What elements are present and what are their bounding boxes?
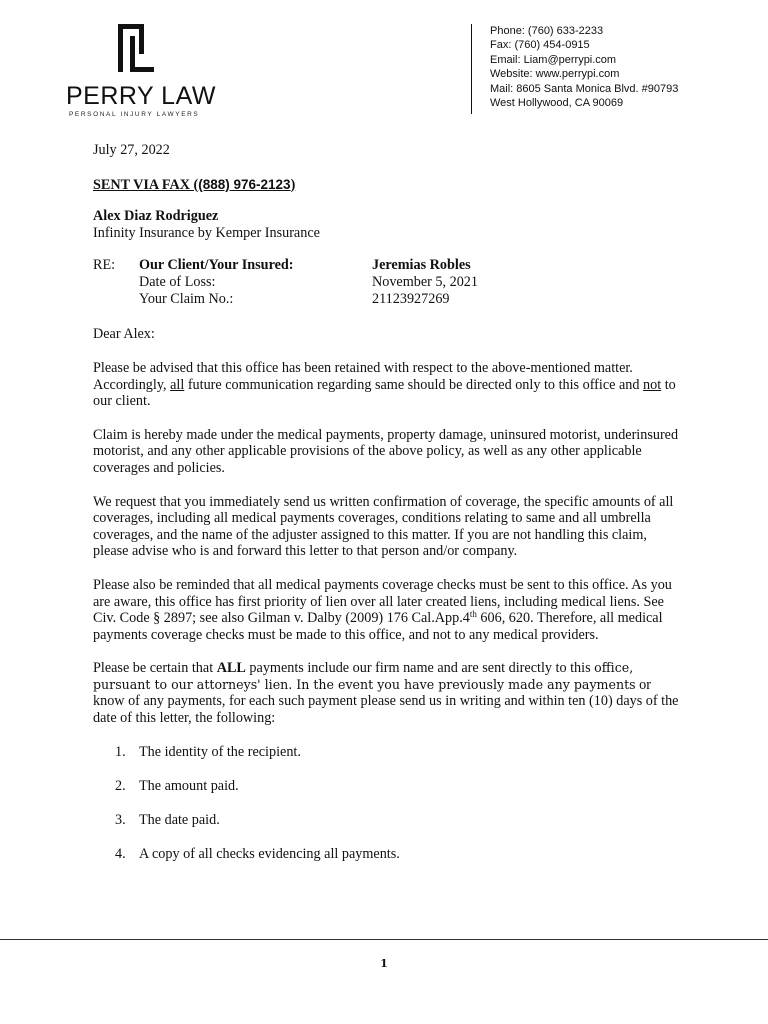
list-item-number: 4. [115,845,126,862]
p4-text-a: Please also be reminded that all medical payments coverage checks must be sent to this office. As you are aware, this office has first priority of lien over all later created liens, including medical liens. See Civ. Code § 2897; see also Gilman v. Dalby (2009) 176 Cal.App.4 [93,576,672,627]
recipient-company: Infinity Insurance by Kemper Insurance [93,224,320,241]
p1-text-c: to our client. [93,376,676,410]
list-item-text: A copy of all checks evidencing all payments. [139,845,400,862]
paragraph-coverage-request: We request that you immediately send us written confirmation of coverage, the specific amounts of all coverages, including all medical payments coverages, conditions relating to same and all umbrella coverages, and the name of the adjuster assigned to this matter. If you are not handling this claim, please advise who is and forward this letter to that person and/or company. [93,493,674,560]
recipient-name: Alex Diaz Rodriguez [93,208,219,225]
loss-label: Date of Loss: [139,274,216,291]
claim-value: 21123927269 [372,291,450,308]
p1-text-a: Please be advised that this office has been retained with respect to the above-mentioned matter. Accordingly, [93,359,633,393]
p4-superscript: th [469,609,477,620]
list-item-number: 3. [115,811,126,828]
paragraph-retained [93,360,683,410]
p4-text-b: 606, 620. Therefore, all medical payments coverage checks must be made to this office, and not to any medical providers. [93,610,663,643]
contact-fax: Fax: (760) 454-0915 [490,39,590,52]
page-number: 1 [380,957,388,970]
requested-items-list [93,744,683,863]
list-item [93,744,683,761]
list-item [93,812,683,829]
list-item-text: The identity of the recipient. [139,743,301,760]
letter-date: July 27, 2022 [93,142,170,158]
paragraph-payments [93,660,683,726]
re-block [93,257,683,309]
client-label: Our Client/Your Insured: [139,257,294,274]
p5-text-b: payments include our firm name and are sent directly to this [245,660,595,677]
greeting: Dear Alex: [93,326,155,343]
page-divider [0,939,768,940]
list-item-text: The date paid. [139,811,220,828]
sent-via-fax-line [93,177,683,194]
p5-text-a: Please be certain that [93,660,217,677]
client-value: Jeremias Robles [372,257,471,274]
sent-via-prefix: SENT VIA FAX ( [93,176,199,193]
p5-all-bold: ALL [216,660,246,677]
fax-number: (888) 976-2123 [198,176,291,192]
list-item-number: 2. [115,777,126,794]
p1-not-underlined: not [643,376,662,393]
list-item-text: The amount paid. [139,777,239,794]
contact-phone: Phone: (760) 633-2233 [490,25,604,37]
firm-name: PERRY LAW [66,82,216,110]
paragraph-lien [93,577,683,643]
p5-text-d: or know of any payments, for each such payment please send us in writing and within ten (10) days of the date of this letter, the following: [93,676,679,727]
firm-tagline: PERSONAL INJURY LAWYERS [69,111,200,118]
paragraph-claim: Claim is hereby made under the medical payments, property damage, uninsured motorist, underinsured motorist, and any other applicable provisions of the above policy, as well as any other applicable coverages and policies. [93,426,679,476]
p5-text-c: office, pursuant to our attorneys' lien. In the event you have previously made any payments [93,660,636,692]
letter-body [93,142,683,880]
contact-email: Email: Liam@perrypi.com [490,53,617,66]
perry-law-monogram-icon [116,22,156,74]
contact-city: West Hollywood, CA 90069 [490,97,624,110]
sent-via-suffix: ) [290,176,296,193]
p1-all-underlined: all [170,376,185,393]
contact-block [490,24,678,110]
recipient-block [93,208,683,241]
contact-website: Website: www.perrypi.com [490,68,620,81]
loss-value: November 5, 2021 [372,274,478,291]
list-item [93,778,683,795]
re-label: RE: [93,257,116,274]
contact-mail: Mail: 8605 Santa Monica Blvd. #90793 [490,82,679,95]
list-item [93,846,683,863]
letterhead-divider [471,24,472,114]
claim-label: Your Claim No.: [139,291,234,308]
p1-text-b: future communication regarding same should be directed only to this office and [184,376,644,393]
list-item-number: 1. [115,743,126,760]
